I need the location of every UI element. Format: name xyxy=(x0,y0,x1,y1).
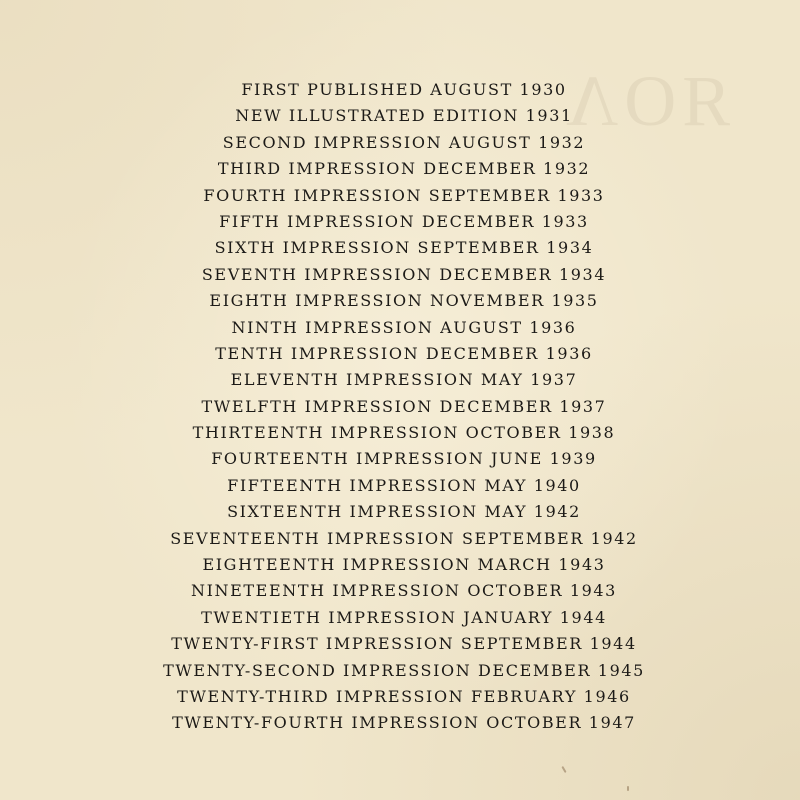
imprint-line: TWENTIETH IMPRESSION JANUARY 1944 xyxy=(201,607,607,627)
imprint-line: FOURTEENTH IMPRESSION JUNE 1939 xyxy=(211,449,597,469)
imprint-line: TENTH IMPRESSION DECEMBER 1936 xyxy=(215,343,593,363)
imprint-line: TWENTY-FIRST IMPRESSION SEPTEMBER 1944 xyxy=(171,634,637,654)
imprint-line: SEVENTH IMPRESSION DECEMBER 1934 xyxy=(201,264,607,284)
imprint-line: EIGHTEENTH IMPRESSION MARCH 1943 xyxy=(202,555,606,575)
printing-history-list xyxy=(0,77,800,737)
imprint-line: THIRTEENTH IMPRESSION OCTOBER 1938 xyxy=(192,423,616,443)
imprint-line: THIRD IMPRESSION DECEMBER 1932 xyxy=(217,159,591,179)
imprint-line: NINETEENTH IMPRESSION OCTOBER 1943 xyxy=(191,581,617,601)
imprint-line: FIRST PUBLISHED AUGUST 1930 xyxy=(241,80,567,99)
imprint-line: SIXTH IMPRESSION SEPTEMBER 1934 xyxy=(214,238,594,258)
imprint-line: EIGHTH IMPRESSION NOVEMBER 1935 xyxy=(209,291,599,311)
imprint-line: FOURTH IMPRESSION SEPTEMBER 1933 xyxy=(203,185,605,205)
imprint-line: SECOND IMPRESSION AUGUST 1932 xyxy=(222,132,586,152)
imprint-line: SIXTEENTH IMPRESSION MAY 1942 xyxy=(227,502,581,522)
show-through-from-reverse: ЯОΛ xyxy=(560,61,731,141)
paper-speck xyxy=(627,786,629,791)
imprint-line: NINTH IMPRESSION AUGUST 1936 xyxy=(231,317,577,337)
imprint-line: ELEVENTH IMPRESSION MAY 1937 xyxy=(230,370,578,390)
imprint-line: TWENTY-THIRD IMPRESSION FEBRUARY 1946 xyxy=(177,686,631,706)
imprint-line: FIFTEENTH IMPRESSION MAY 1940 xyxy=(227,475,581,495)
imprint-line: NEW ILLUSTRATED EDITION 1931 xyxy=(235,106,573,126)
paper-speck xyxy=(561,766,566,773)
imprint-line: TWENTY-SECOND IMPRESSION DECEMBER 1945 xyxy=(163,660,645,680)
imprint-line: TWENTY-FOURTH IMPRESSION OCTOBER 1947 xyxy=(172,713,636,733)
imprint-line: SEVENTEENTH IMPRESSION SEPTEMBER 1942 xyxy=(170,528,638,548)
imprint-line: FIFTH IMPRESSION DECEMBER 1933 xyxy=(219,211,589,231)
imprint-line: TWELFTH IMPRESSION DECEMBER 1937 xyxy=(201,396,607,416)
